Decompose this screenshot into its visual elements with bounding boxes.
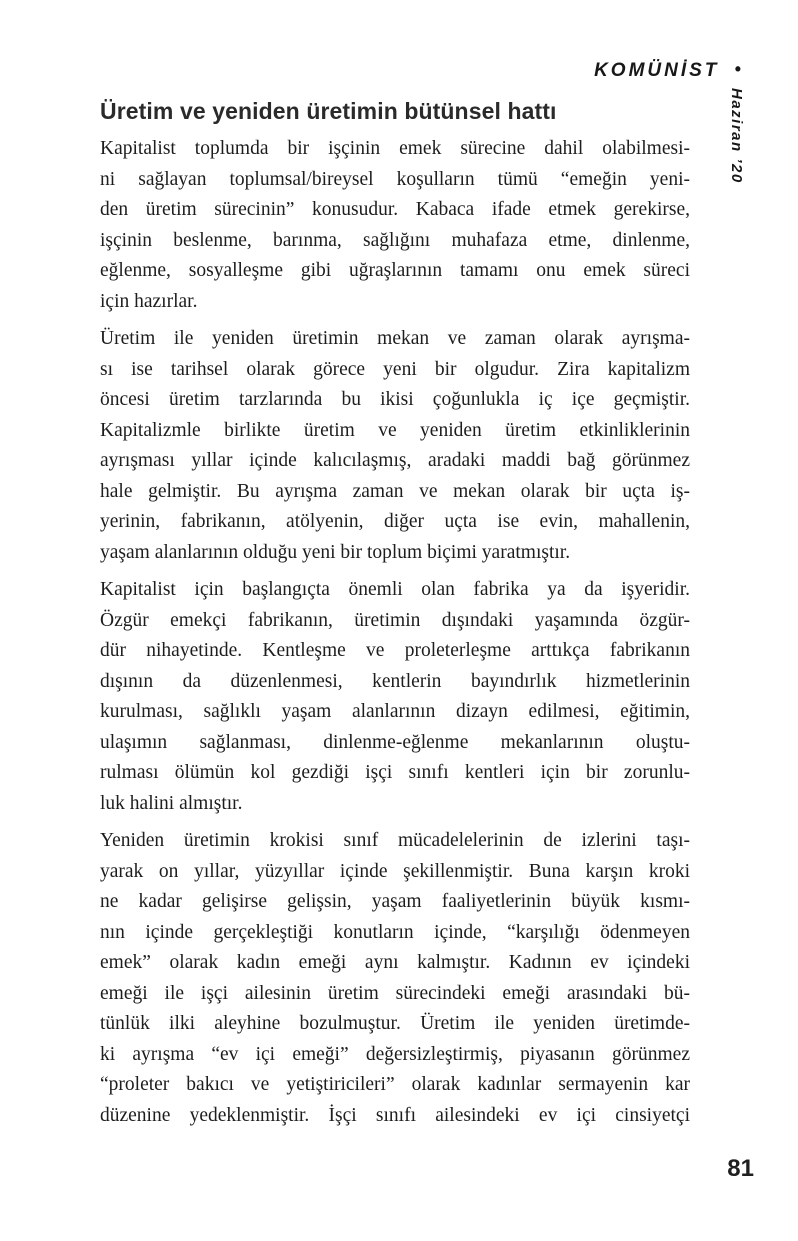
text-line: düzenine yedeklenmiştir. İşçi sınıfı ailesindeki ev içi cinsiyetçi <box>100 1104 690 1126</box>
text-line: Kapitalizmle birlikte üretim ve yeniden üretim etkinliklerinin <box>100 419 690 441</box>
text-line: tünlük ilki aleyhine bozulmuştur. Üretim ile yeniden üretimde- <box>100 1013 690 1034</box>
text-line: Yeniden üretimin krokisi sınıf mücadelelerinin de izlerini taşı- <box>100 830 690 851</box>
issue-date-vertical: Haziran ’20 <box>728 88 745 184</box>
text-line: Kapitalist toplumda bir işçinin emek sürecine dahil olabilmesi- <box>100 138 690 159</box>
text-line: ulaşımın sağlanması, dinlenme-eğlenme mekanlarının oluştu- <box>100 731 690 753</box>
text-line: ayrışması yıllar içinde kalıcılaşmış, aradaki maddi bağ görünmez <box>100 450 690 471</box>
text-line: için hazırlar. <box>100 290 198 312</box>
text-line: kurulması, sağlıklı yaşam alanlarının dizayn edilmesi, eğitimin, <box>100 701 690 722</box>
text-line: rulması ölümün kol gezdiği işçi sınıfı kentleri için bir zorunlu- <box>100 762 690 783</box>
text-line: nın içinde gerçekleştiği konutların içinde, “karşılığı ödenmeyen <box>100 921 690 943</box>
text-line: Üretim ile yeniden üretimin mekan ve zaman olarak ayrışma- <box>100 328 690 349</box>
text-line: dür nihayetinde. Kentleşme ve proleterleşme arttıkça fabrikanın <box>100 640 690 661</box>
running-header <box>594 60 741 82</box>
paragraph <box>100 134 690 317</box>
article-body <box>100 134 690 1138</box>
page-number: 81 <box>727 1155 754 1182</box>
text-line: yarak on yıllar, yüzyıllar içinde şekillenmiştir. Buna karşın kroki <box>100 860 690 882</box>
text-line: yaşam alanlarının olduğu yeni bir toplum biçimi yaratmıştır. <box>100 541 571 563</box>
paragraph <box>100 324 690 568</box>
text-line: ne kadar gelişirse gelişsin, yaşam faaliyetlerinin büyük kısmı- <box>100 891 690 912</box>
text-line: Kapitalist için başlangıçta önemli olan fabrika ya da işyeridir. <box>100 579 690 600</box>
text-line: emeği ile işçi ailesinin üretim sürecindeki emeği arasındaki bü- <box>100 982 690 1004</box>
text-line: işçinin beslenme, barınma, sağlığını muhafaza etme, dinlenme, <box>100 229 690 251</box>
text-line: luk halini almıştır. <box>100 792 243 814</box>
text-line: yerinin, fabrikanın, atölyenin, diğer uçta ise evin, mahallenin, <box>100 511 690 532</box>
article-title: Üretim ve yeniden üretimin bütünsel hattı <box>100 98 557 124</box>
text-line: emek” olarak kadın emeği aynı kalmıştır. Kadının ev içindeki <box>100 952 690 973</box>
text-line: sı ise tarihsel olarak görece yeni bir olgudur. Zira kapitalizm <box>100 358 690 380</box>
text-line: “proleter bakıcı ve yetiştiricileri” olarak kadınlar sermayenin kar <box>100 1074 690 1095</box>
text-line: ni sağlayan toplumsal/bireysel koşulların tümü “emeğin yeni- <box>100 168 690 190</box>
text-line: eğlenme, sosyalleşme gibi uğraşlarının tamamı onu emek süreci <box>100 260 690 281</box>
header-bullet-icon: • <box>734 59 741 79</box>
paragraph <box>100 575 690 819</box>
text-line: öncesi üretim tarzlarında bu ikisi çoğunlukla iç içe geçmiştir. <box>100 389 690 410</box>
journal-title: KOMÜNİST <box>594 60 720 81</box>
text-line: ki ayrışma “ev içi emeği” değersizleştirmiş, piyasanın görünmez <box>100 1043 690 1065</box>
text-line: den üretim sürecinin” konusudur. Kabaca ifade etmek gerekirse, <box>100 199 690 220</box>
text-line: hale gelmiştir. Bu ayrışma zaman ve mekan olarak bir uçta iş- <box>100 480 690 502</box>
paragraph <box>100 826 690 1131</box>
text-line: dışının da düzenlenmesi, kentlerin bayındırlık hizmetlerinin <box>100 670 690 692</box>
text-line: Özgür emekçi fabrikanın, üretimin dışındaki yaşamında özgür- <box>100 609 690 631</box>
